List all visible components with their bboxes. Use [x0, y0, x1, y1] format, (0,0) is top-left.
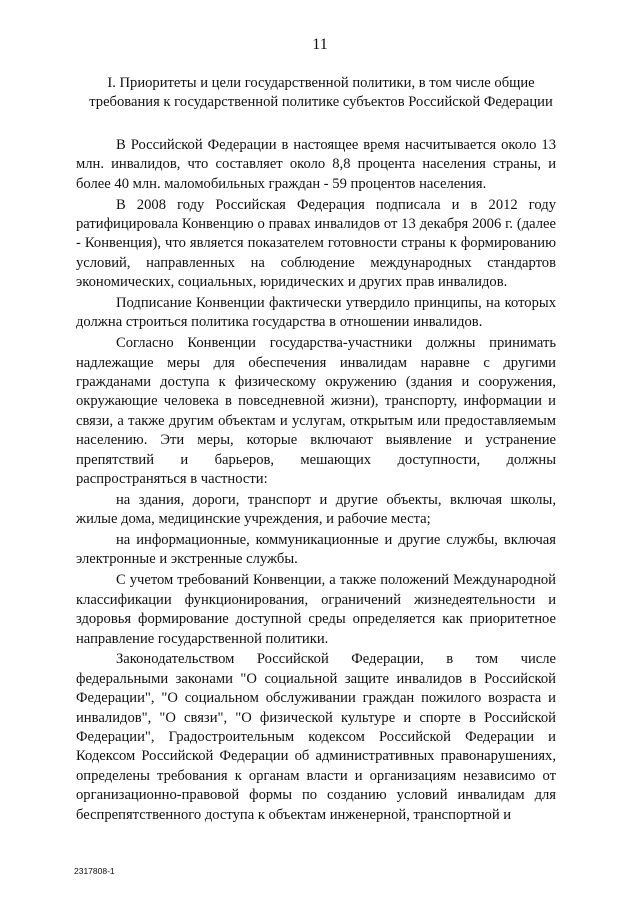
document-body	[76, 136, 556, 826]
document-code: 2317808-1	[74, 866, 115, 876]
paragraph: В 2008 году Российская Федерация подписала и в 2012 году ратифицировала Конвенцию о правах инвалидов от 13 декабря 2006 г. (далее - Конвенция), что является показателем готовности страны к формированию условий, направленных на соблюдение международных стандартов экономических, социальных, юридических и других прав инвалидов.	[76, 196, 556, 291]
paragraph: С учетом требований Конвенции, а также положений Международной классификации функционирования, ограничений жизнедеятельности и здоровья формирование доступной среды определяется как приоритетное направление государственной политики.	[76, 572, 556, 647]
section-heading: I. Приоритеты и цели государственной политики, в том числе общие требования к государственной политике субъектов Российской Федерации	[89, 75, 553, 110]
paragraph: В Российской Федерации в настоящее время насчитывается около 13 млн. инвалидов, что составляет около 8,8 процента населения страны, и более 40 млн. маломобильных граждан - 59 процентов населения.	[76, 137, 556, 192]
paragraph: Законодательством Российской Федерации, в том числе федеральными законами "О социальной защите инвалидов в Российской Федерации", "О социальном обслуживании граждан пожилого возраста и инвалидов", "О связи", "О физической культуре и спорте в Российской Федерации", Градостроительным кодексом Российской Федерации и Кодексом Российской Федерации об административных правонарушениях, определены требования к органам власти и организациям независимо от организационно-правовой формы по созданию условий инвалидам для беспрепятственного доступа к объектам инженерной, транспортной и	[76, 651, 556, 823]
paragraph: на здания, дороги, транспорт и другие объекты, включая школы, жилые дома, медицинские учреждения, и рабочие места;	[76, 491, 556, 528]
page-number: 11	[312, 36, 328, 53]
paragraph: Подписание Конвенции фактически утвердило принципы, на которых должна строиться политика государства в отношении инвалидов.	[76, 295, 556, 331]
paragraph: на информационные, коммуникационные и другие службы, включая электронные и экстренные службы.	[76, 532, 556, 568]
paragraph: Согласно Конвенции государства-участники должны принимать надлежащие меры для обеспечения инвалидам наравне с другими гражданами доступа к физическому окружению (здания и сооружения, окружающие человека в повседневной жизни), транспорту, информации и связи, а также другим объектам и услугам, открытым или предоставляемым населению. Эти меры, которые включают выявление и устранение препятствий и барьеров, мешающих доступности, должны распространяться в частности:	[76, 335, 556, 488]
